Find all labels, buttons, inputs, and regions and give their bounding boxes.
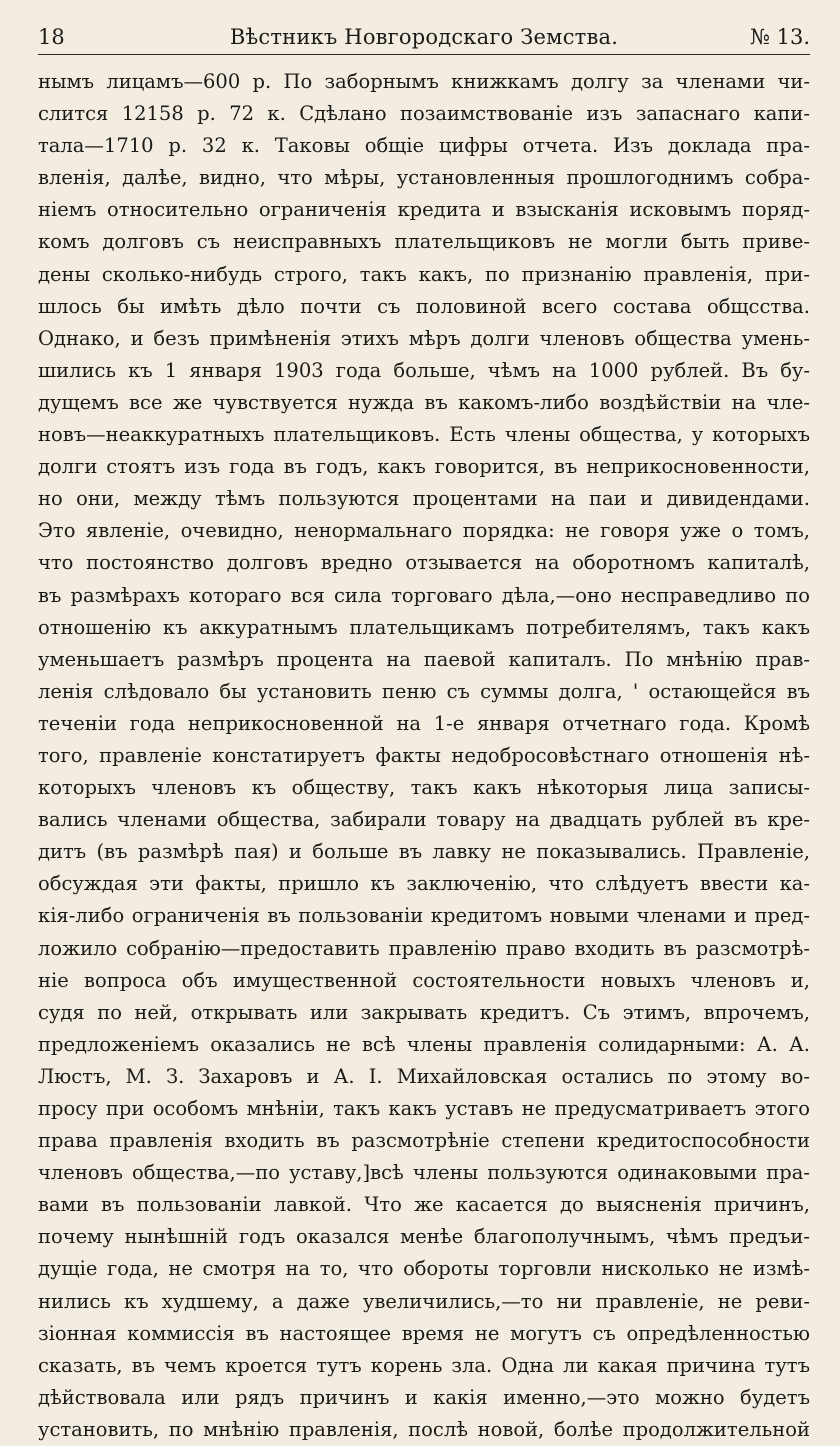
text-line: права правленія входить въ разсмотрѣніе степени кредитоспособности [38, 1129, 810, 1153]
text-line: теченіи года неприкосновенной на 1-е января отчетнаго года. Кромѣ [38, 711, 810, 735]
text-line: Это явленіе, очевидно, ненормальнаго порядка: не говоря уже о томъ, [38, 519, 810, 543]
page-header [38, 20, 810, 54]
text-line: вленія, далѣе, видно, что мѣры, установленныя прошлогоднимъ собра- [38, 166, 810, 190]
text-line: въ размѣрахъ котораго вся сила торговаго дѣла,—оно несправедливо по [38, 583, 810, 607]
text-line: ложило собранію—предоставить правленію право входить въ разсмотрѣ- [38, 936, 810, 960]
text-line: которыхъ членовъ къ обществу, такъ какъ нѣкоторыя лица записы- [38, 776, 810, 800]
text-line: Люстъ, М. З. Захаровъ и А. І. Михайловская остались по этому во- [38, 1064, 810, 1088]
text-line: долги стоятъ изъ года въ годъ, какъ говорится, въ неприкосновенности, [38, 455, 810, 479]
text-line: комъ долговъ съ неисправныхъ плательщиковъ не могли быть приве- [38, 230, 810, 254]
text-line: слится 12158 р. 72 к. Сдѣлано позаимствованіе изъ запаснаго капи- [38, 102, 810, 126]
text-line: дущемъ все же чувствуется нужда въ какомъ-либо воздѣйствіи на чле- [38, 390, 810, 414]
text-line: зіонная коммиссія въ настоящее время не могутъ съ опредѣленностью [38, 1321, 810, 1345]
text-line: нились къ худшему, а даже увеличились,—то ни правленіе, не реви- [38, 1289, 810, 1313]
text-line: обсуждая эти факты, пришло къ заключенію, что слѣдуетъ ввести ка- [38, 872, 810, 896]
text-line: ніемъ относительно ограниченія кредита и взысканія исковымъ поряд- [38, 198, 810, 222]
text-line: что постоянство долговъ вредно отзывается на оборотномъ капиталѣ, [38, 551, 810, 575]
text-line: нымъ лицамъ—600 р. По заборнымъ книжкамъ долгу за членами чи- [38, 70, 810, 93]
text-line: вами въ пользованіи лавкой. Что же касается до выясненія причинъ, [38, 1193, 810, 1217]
body-text [38, 66, 810, 1446]
text-line: просу при особомъ мнѣніи, такъ какъ уставъ не предусматриваетъ этого [38, 1097, 810, 1120]
text-line: ніе вопроса объ имущественной состоятельности новыхъ членовъ и, [38, 968, 810, 992]
text-line: тала—1710 р. 32 к. Таковы общіе цифры отчета. Изъ доклада пра- [38, 134, 810, 158]
text-line: новъ—неаккуратныхъ плательщиковъ. Есть члены общества, у которыхъ [38, 423, 810, 447]
text-line: членовъ общества,—по уставу,]всѣ члены пользуются одинаковыми пра- [38, 1161, 810, 1185]
page-number: 18 [38, 25, 65, 49]
text-line: Однако, и безъ примѣненія этихъ мѣръ долги членовъ общества умень- [38, 326, 810, 350]
text-line: дѣйствовала или рядъ причинъ и какія именно,—это можно будетъ [38, 1385, 810, 1409]
text-line: того, правленіе констатируетъ факты недобросовѣстнаго отношенія нѣ- [38, 743, 810, 767]
issue-number: № 13. [750, 25, 810, 49]
text-line: но они, между тѣмъ пользуются процентами на паи и дивидендами. [38, 487, 810, 511]
text-line: дитъ (въ размѣрѣ пая) и больше въ лавку не показывались. Правленіе, [38, 840, 810, 864]
text-line: шлось бы имѣть дѣло почти съ половиной всего состава общсства. [38, 294, 810, 318]
text-line: отношенію къ аккуратнымъ плательщикамъ потребителямъ, такъ какъ [38, 615, 810, 639]
text-line: уменьшаетъ размѣръ процента на паевой капиталъ. По мнѣнію прав- [38, 647, 810, 671]
text-line: предложеніемъ оказались не всѣ члены правленія солидарными: А. А. [38, 1032, 810, 1056]
text-line: судя по ней, открывать или закрывать кредитъ. Съ этимъ, впрочемъ, [38, 1000, 810, 1024]
text-line: ленія слѣдовало бы установить пеню съ суммы долга, ' остающейся въ [38, 679, 810, 703]
header-rule [38, 54, 810, 55]
text-line: кія-либо ограниченія въ пользованіи кредитомъ новыми членами и пред- [38, 904, 810, 928]
text-line: вались членами общества, забирали товару на двадцать рублей въ кре- [38, 808, 810, 832]
text-line: дущіе года, не смотря на то, что обороты торговли нисколько не измѣ- [38, 1257, 810, 1281]
text-line: почему нынѣшній годъ оказался менѣе благополучнымъ, чѣмъ предъи- [38, 1225, 810, 1249]
journal-title: Вѣстникъ Новгородскаго Земства. [229, 25, 619, 49]
text-line: дены сколько-нибудь строго, такъ какъ, по признанію правленія, при- [38, 262, 810, 286]
text-line: установить, по мнѣнію правленія, послѣ новой, болѣе продолжительной [38, 1417, 810, 1441]
text-line: шились къ 1 января 1903 года больше, чѣмъ на 1000 рублей. Въ бу- [38, 358, 810, 382]
text-line: сказать, въ чемъ кроется тутъ корень зла. Одна ли какая причина тутъ [38, 1353, 810, 1377]
